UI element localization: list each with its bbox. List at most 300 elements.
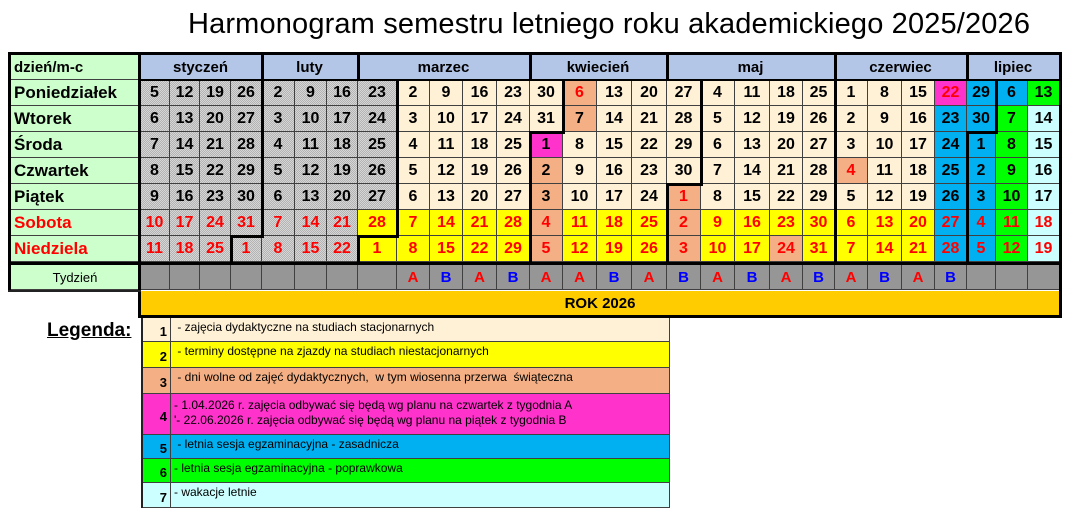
- date-cell: 4: [967, 210, 996, 236]
- week-type-cell: [140, 265, 170, 290]
- boundary-feb-mar-v2: [357, 235, 360, 263]
- date-cell: 19: [327, 158, 358, 184]
- week-label-bottom-line: [8, 290, 141, 292]
- boundary-mar-apr-v1: [562, 80, 565, 133]
- date-cell: 25: [632, 210, 667, 236]
- date-cell: 24: [632, 184, 667, 210]
- date-cell: 9: [295, 80, 327, 106]
- date-cell: 17: [170, 210, 200, 236]
- legend-description: [171, 368, 669, 393]
- date-cell: 20: [200, 106, 231, 132]
- date-cell: 4: [701, 80, 735, 106]
- date-cell: 6: [140, 106, 170, 132]
- date-cell: 17: [1028, 184, 1060, 210]
- legend-description: [171, 435, 669, 458]
- header-bottom-line: [140, 79, 1060, 81]
- date-cell: 21: [463, 210, 497, 236]
- date-cell: 8: [262, 236, 295, 262]
- date-cell: 26: [497, 158, 530, 184]
- date-cell: 2: [835, 106, 868, 132]
- date-cell: 19: [597, 236, 632, 262]
- date-cell: 21: [200, 132, 231, 158]
- date-cell: 1: [967, 132, 996, 158]
- legend-row: [143, 459, 670, 483]
- date-cell: 23: [935, 106, 967, 132]
- legend-row: [143, 342, 670, 368]
- date-cell: 1: [358, 236, 397, 262]
- legend-text-line: - letnia sesja egzaminacyjna - poprawkowa: [174, 461, 403, 475]
- date-cell: 23: [200, 184, 231, 210]
- date-cell: 22: [463, 236, 497, 262]
- date-cell: 27: [803, 132, 835, 158]
- date-cell: 19: [200, 80, 231, 106]
- day-label: Sobota: [11, 210, 140, 236]
- legend-key: 7: [143, 483, 171, 507]
- week-type-cell: B: [497, 265, 530, 290]
- week-type-cell: [200, 265, 231, 290]
- date-cell: 6: [996, 80, 1028, 106]
- date-cell: 14: [295, 210, 327, 236]
- date-cell: 6: [262, 184, 295, 210]
- date-cell: 6: [835, 210, 868, 236]
- legend-text-line: - zajęcia dydaktyczne na studiach stacjonarnych: [174, 320, 435, 334]
- date-cell: 9: [996, 158, 1028, 184]
- date-cell: 12: [996, 236, 1028, 262]
- week-row-top-line: [8, 262, 1062, 265]
- month-header: kwiecień: [530, 55, 667, 80]
- date-cell: 9: [430, 80, 463, 106]
- date-cell: 23: [358, 80, 397, 106]
- date-cell: 9: [140, 184, 170, 210]
- date-cell: 4: [397, 132, 430, 158]
- week-type-cell: B: [430, 265, 463, 290]
- date-cell: 12: [295, 158, 327, 184]
- date-cell: 23: [632, 158, 667, 184]
- date-cell: 3: [667, 236, 701, 262]
- date-cell: 27: [497, 184, 530, 210]
- date-cell: 6: [563, 80, 597, 106]
- boundary-jun-jul-h: [966, 131, 998, 134]
- date-cell: 30: [530, 80, 563, 106]
- week-type-cell: A: [632, 265, 667, 290]
- week-type-cell: [262, 265, 295, 290]
- date-cell: 11: [430, 132, 463, 158]
- week-type-cell: A: [563, 265, 597, 290]
- boundary-feb-mar-v1: [396, 80, 399, 237]
- date-cell: 16: [1028, 158, 1060, 184]
- date-cell: 5: [262, 158, 295, 184]
- week-type-row: [11, 265, 1060, 290]
- date-cell: 17: [597, 184, 632, 210]
- date-cell: 29: [967, 80, 996, 106]
- week-type-cell: A: [902, 265, 935, 290]
- date-cell: 31: [803, 236, 835, 262]
- date-cell: 3: [967, 184, 996, 210]
- date-cell: 14: [170, 132, 200, 158]
- month-header: lipiec: [967, 55, 1060, 80]
- legend-text-line: - letnia sesja egzaminacyjna - zasadnicza: [174, 437, 399, 451]
- page-title: Harmonogram semestru letniego roku akademickiego 2025/2026: [188, 8, 1031, 40]
- header-sep-feb-mar: [357, 52, 360, 80]
- date-cell: 19: [463, 158, 497, 184]
- date-cell: 21: [902, 236, 935, 262]
- legend-key: 3: [143, 368, 171, 393]
- legend-key: 1: [143, 318, 171, 341]
- date-cell: 8: [140, 158, 170, 184]
- week-type-cell: B: [803, 265, 835, 290]
- day-label: Poniedziałek: [11, 80, 140, 106]
- date-cell: 29: [497, 236, 530, 262]
- date-cell: 16: [463, 80, 497, 106]
- date-cell: 9: [868, 106, 902, 132]
- date-cell: 15: [597, 132, 632, 158]
- legend-row: [143, 394, 670, 435]
- date-cell: 25: [803, 80, 835, 106]
- date-cell: 4: [530, 210, 563, 236]
- legend-row: [143, 435, 670, 459]
- date-cell: 8: [868, 80, 902, 106]
- calendar-grid: [11, 55, 1060, 262]
- date-cell: 21: [632, 106, 667, 132]
- date-cell: 9: [701, 210, 735, 236]
- date-cell: 2: [262, 80, 295, 106]
- date-cell: 22: [770, 184, 803, 210]
- date-cell: 27: [667, 80, 701, 106]
- header-sep-jun-jul: [966, 52, 969, 80]
- day-label: Wtorek: [11, 106, 140, 132]
- date-cell: 23: [770, 210, 803, 236]
- date-cell: 18: [463, 132, 497, 158]
- date-cell: 8: [563, 132, 597, 158]
- date-cell: 5: [967, 236, 996, 262]
- date-cell: 25: [935, 158, 967, 184]
- boundary-apr-may-v1: [700, 80, 703, 185]
- date-cell: 3: [262, 106, 295, 132]
- date-cell: 19: [770, 106, 803, 132]
- date-cell: 16: [597, 158, 632, 184]
- week-type-cell: B: [735, 265, 770, 290]
- date-cell: 10: [701, 236, 735, 262]
- date-cell: 3: [835, 132, 868, 158]
- date-cell: 24: [770, 236, 803, 262]
- date-cell: 11: [735, 80, 770, 106]
- day-label: Czwartek: [11, 158, 140, 184]
- header-sep-apr-may: [666, 52, 669, 80]
- week-type-cell: B: [597, 265, 632, 290]
- legend-key: 5: [143, 435, 171, 458]
- year-banner: ROK 2026: [141, 291, 1059, 315]
- date-cell: 1: [667, 184, 701, 210]
- date-cell: 15: [295, 236, 327, 262]
- date-cell: 7: [262, 210, 295, 236]
- date-cell: 14: [868, 236, 902, 262]
- date-cell: 5: [140, 80, 170, 106]
- week-type-cell: [170, 265, 200, 290]
- date-cell: 18: [327, 132, 358, 158]
- date-cell: 11: [140, 236, 170, 262]
- date-cell: 28: [935, 236, 967, 262]
- date-cell: 28: [803, 158, 835, 184]
- date-cell: 13: [170, 106, 200, 132]
- date-cell: 7: [701, 158, 735, 184]
- date-cell: 10: [563, 184, 597, 210]
- date-cell: 12: [563, 236, 597, 262]
- week-type-cell: A: [770, 265, 803, 290]
- date-cell: 29: [231, 158, 262, 184]
- date-cell: 22: [632, 132, 667, 158]
- date-cell: 27: [231, 106, 262, 132]
- date-cell: 13: [295, 184, 327, 210]
- date-cell: 17: [902, 132, 935, 158]
- date-cell: 15: [430, 236, 463, 262]
- date-cell: 23: [497, 80, 530, 106]
- date-cell: 17: [327, 106, 358, 132]
- boundary-jan-feb-v2: [230, 235, 233, 263]
- date-cell: 3: [397, 106, 430, 132]
- week-type-cell: B: [667, 265, 701, 290]
- month-header: czerwiec: [835, 55, 967, 80]
- label-column-divider: [138, 52, 141, 318]
- date-cell: 7: [996, 106, 1028, 132]
- date-cell: 7: [140, 132, 170, 158]
- boundary-mar-apr-h: [529, 131, 565, 134]
- legend-key: 2: [143, 342, 171, 367]
- date-cell: 1: [530, 132, 563, 158]
- boundary-jan-feb-h: [230, 235, 264, 238]
- date-cell: 28: [231, 132, 262, 158]
- date-cell: 26: [632, 236, 667, 262]
- date-cell: 10: [996, 184, 1028, 210]
- date-cell: 16: [902, 106, 935, 132]
- date-cell: 3: [530, 184, 563, 210]
- date-cell: 10: [140, 210, 170, 236]
- date-cell: 13: [1028, 80, 1060, 106]
- date-cell: 29: [803, 184, 835, 210]
- date-cell: 25: [200, 236, 231, 262]
- date-cell: 4: [835, 158, 868, 184]
- date-cell: 30: [803, 210, 835, 236]
- week-type-cell: A: [701, 265, 735, 290]
- date-cell: 4: [262, 132, 295, 158]
- legend-text-line: - 1.04.2026 r. zajęcia odbywać się będą wg planu na czwartek z tygodnia A: [174, 398, 573, 412]
- date-cell: 24: [358, 106, 397, 132]
- date-cell: 11: [563, 210, 597, 236]
- date-cell: 10: [868, 132, 902, 158]
- legend-table: [141, 318, 670, 508]
- date-cell: 15: [902, 80, 935, 106]
- day-label: Środa: [11, 132, 140, 158]
- date-cell: 2: [530, 158, 563, 184]
- date-cell: 1: [835, 80, 868, 106]
- date-cell: 29: [667, 132, 701, 158]
- legend-description: [171, 394, 669, 434]
- date-cell: 8: [701, 184, 735, 210]
- date-cell: 14: [1028, 106, 1060, 132]
- boundary-apr-may-v2: [666, 183, 669, 263]
- date-cell: 25: [358, 132, 397, 158]
- date-cell: 24: [935, 132, 967, 158]
- date-cell: 10: [430, 106, 463, 132]
- month-header: marzec: [358, 55, 530, 80]
- date-cell: 16: [170, 184, 200, 210]
- legend-description: [171, 459, 669, 482]
- date-cell: 17: [735, 236, 770, 262]
- legend-row: [143, 318, 670, 342]
- frame-right-line: [1059, 52, 1062, 318]
- month-header: luty: [262, 55, 358, 80]
- date-cell: 28: [497, 210, 530, 236]
- boundary-jan-feb-v1: [261, 52, 264, 237]
- date-cell: 6: [701, 132, 735, 158]
- date-cell: 6: [397, 184, 430, 210]
- date-cell: 14: [430, 210, 463, 236]
- date-cell: 13: [430, 184, 463, 210]
- date-cell: 22: [935, 80, 967, 106]
- boundary-jun-jul-v1: [995, 80, 998, 133]
- date-cell: 5: [530, 236, 563, 262]
- week-type-cell: A: [530, 265, 563, 290]
- week-type-cell: [231, 265, 262, 290]
- date-cell: 12: [170, 80, 200, 106]
- date-cell: 7: [397, 210, 430, 236]
- header-sep-mar-apr: [529, 52, 532, 80]
- date-cell: 13: [597, 80, 632, 106]
- date-cell: 19: [902, 184, 935, 210]
- week-type-cell: [996, 265, 1028, 290]
- date-cell: 7: [835, 236, 868, 262]
- date-cell: 17: [463, 106, 497, 132]
- date-cell: 26: [358, 158, 397, 184]
- date-cell: 15: [170, 158, 200, 184]
- date-cell: 31: [231, 210, 262, 236]
- legend-text-line: - dni wolne od zajęć dydaktycznych, w tym wiosenna przerwa świąteczna: [174, 370, 573, 384]
- date-cell: 16: [735, 210, 770, 236]
- date-cell: 15: [1028, 132, 1060, 158]
- date-cell: 5: [397, 158, 430, 184]
- date-cell: 26: [935, 184, 967, 210]
- date-cell: 12: [868, 184, 902, 210]
- date-cell: 16: [327, 80, 358, 106]
- date-cell: 27: [935, 210, 967, 236]
- date-cell: 18: [770, 80, 803, 106]
- week-type-cell: A: [463, 265, 497, 290]
- week-type-cell: B: [868, 265, 902, 290]
- week-type-cell: [295, 265, 327, 290]
- month-header: styczeń: [140, 55, 262, 80]
- date-cell: 14: [735, 158, 770, 184]
- boundary-feb-mar-h: [357, 235, 399, 238]
- date-cell: 22: [200, 158, 231, 184]
- date-cell: 20: [463, 184, 497, 210]
- frame-left-line: [8, 52, 11, 292]
- date-cell: 18: [1028, 210, 1060, 236]
- date-cell: 24: [200, 210, 231, 236]
- legend-key: 6: [143, 459, 171, 482]
- date-cell: 30: [967, 106, 996, 132]
- week-type-cell: A: [835, 265, 868, 290]
- date-cell: 11: [295, 132, 327, 158]
- boundary-jun-jul-v2: [966, 131, 969, 263]
- date-cell: 26: [231, 80, 262, 106]
- date-cell: 1: [231, 236, 262, 262]
- week-type-cell: [358, 265, 397, 290]
- date-cell: 12: [430, 158, 463, 184]
- date-cell: 20: [327, 184, 358, 210]
- date-cell: 7: [563, 106, 597, 132]
- boundary-apr-may-h: [666, 183, 703, 186]
- week-type-cell: A: [397, 265, 430, 290]
- date-cell: 9: [563, 158, 597, 184]
- legend-row: [143, 368, 670, 394]
- legend-text-line: - wakacje letnie: [174, 485, 257, 499]
- week-type-cell: B: [935, 265, 967, 290]
- date-cell: 22: [327, 236, 358, 262]
- date-cell: 10: [295, 106, 327, 132]
- date-cell: 21: [770, 158, 803, 184]
- date-cell: 30: [667, 158, 701, 184]
- day-label: Piątek: [11, 184, 140, 210]
- date-cell: 14: [597, 106, 632, 132]
- date-cell: 8: [397, 236, 430, 262]
- date-cell: 2: [397, 80, 430, 106]
- week-type-cell: [967, 265, 996, 290]
- legend-text-line: - terminy dostępne na zjazdy na studiach niestacjonarnych: [174, 344, 489, 358]
- boundary-mar-apr-v2: [529, 131, 532, 263]
- legend-row: [143, 483, 670, 508]
- date-cell: 5: [835, 184, 868, 210]
- date-cell: 30: [231, 184, 262, 210]
- day-label: Niedziela: [11, 236, 140, 262]
- date-cell: 15: [735, 184, 770, 210]
- date-cell: 18: [597, 210, 632, 236]
- date-cell: 20: [632, 80, 667, 106]
- legend-title: Legenda:: [47, 320, 132, 341]
- date-cell: 26: [803, 106, 835, 132]
- week-type-cell: [327, 265, 358, 290]
- date-cell: 21: [327, 210, 358, 236]
- date-cell: 12: [735, 106, 770, 132]
- date-cell: 20: [902, 210, 935, 236]
- date-cell: 18: [170, 236, 200, 262]
- date-cell: 24: [497, 106, 530, 132]
- date-cell: 27: [358, 184, 397, 210]
- date-cell: 31: [530, 106, 563, 132]
- date-cell: 2: [667, 210, 701, 236]
- date-cell: 11: [996, 210, 1028, 236]
- date-cell: 2: [967, 158, 996, 184]
- month-header: maj: [667, 55, 835, 80]
- boundary-may-jun: [834, 52, 837, 263]
- week-type-cell: [1028, 265, 1060, 290]
- date-cell: 18: [902, 158, 935, 184]
- date-cell: 25: [497, 132, 530, 158]
- legend-description: [171, 318, 669, 341]
- legend-description: [171, 483, 669, 507]
- date-cell: 28: [358, 210, 397, 236]
- legend-description: [171, 342, 669, 367]
- date-cell: 11: [868, 158, 902, 184]
- date-cell: 19: [1028, 236, 1060, 262]
- legend-key: 4: [143, 394, 171, 434]
- legend-text-line: '- 22.06.2026 r. zajęcia odbywać się będą wg planu na piątek z tygodnia B: [174, 413, 567, 427]
- date-cell: 8: [996, 132, 1028, 158]
- date-cell: 28: [667, 106, 701, 132]
- week-row-label: Tydzień: [11, 265, 140, 290]
- date-cell: 5: [701, 106, 735, 132]
- frame-top-line: [8, 52, 1062, 55]
- header-label-cell: dzień/m-c: [11, 55, 140, 80]
- date-cell: 13: [868, 210, 902, 236]
